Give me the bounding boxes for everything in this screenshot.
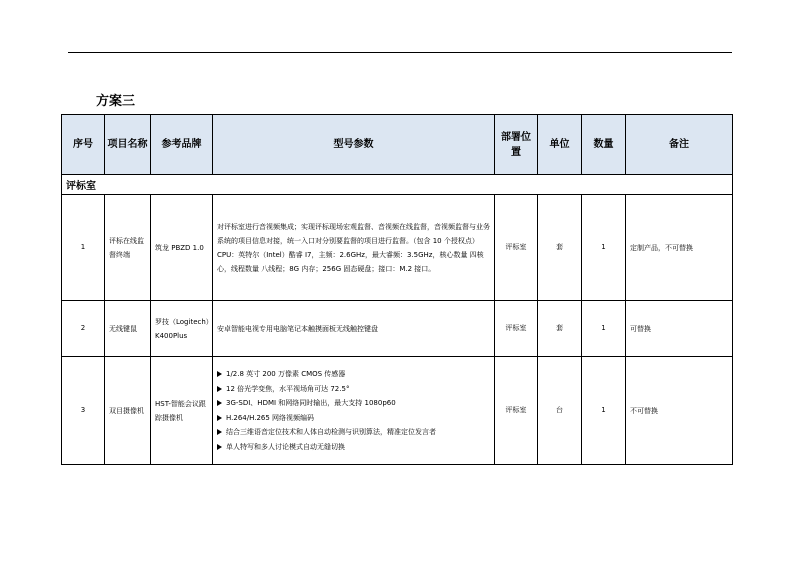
equipment-table: [61, 114, 733, 465]
cell-remark: 不可替换: [626, 357, 733, 465]
spec-bullet-text: 12 倍光学变焦，水平视场角可达 72.5°: [226, 384, 350, 393]
cell-brand: HST-智能会议跟踪摄像机: [151, 357, 213, 465]
cell-qty: 1: [582, 195, 626, 301]
header-remark: 备注: [626, 115, 733, 175]
bullet-arrow-icon: [217, 429, 222, 435]
header-brand: 参考品牌: [151, 115, 213, 175]
bullet-arrow-icon: [217, 400, 222, 406]
cell-remark: 定制产品，不可替换: [626, 195, 733, 301]
cell-name: 评标在线监督终端: [105, 195, 151, 301]
cell-brand: 筑龙 PBZD 1.0: [151, 195, 213, 301]
section-row: [62, 175, 733, 195]
spec-bullet-text: H.264/H.265 网络视频编码: [226, 413, 315, 422]
bullet-arrow-icon: [217, 371, 222, 377]
spec-bullet-item: [217, 411, 490, 426]
header-unit: 单位: [538, 115, 582, 175]
cell-spec: 安卓智能电视专用电脑笔记本触摸面板无线触控键盘: [213, 301, 495, 357]
spec-bullet-text: 单人特写和多人讨论模式自动无缝切换: [226, 442, 345, 451]
cell-spec: 对评标室进行音视频集成；实现评标现场宏观监督、音视频在线监督，音视频监督与业务系统的项目信息对接，统一入口对分别要监督的项目进行监督。（包含 10 个授权点）CPU：英特尔（Intel）酷睿 I7，主频：2.6GHz，最大睿频：3.5GHz，核心数量 四核心，线程数量 八线程；8G 内存；256G 固态硬盘；接口：M.2 接口。: [213, 195, 495, 301]
cell-location: 评标室: [495, 195, 538, 301]
cell-name: 双目摄像机: [105, 357, 151, 465]
spec-bullet-text: 3G-SDI、HDMI 和网络同时输出，最大支持 1080p60: [226, 399, 396, 407]
spec-bullet-item: [217, 367, 490, 382]
header-no: 序号: [62, 115, 105, 175]
cell-qty: 1: [582, 357, 626, 465]
header-name: 项目名称: [105, 115, 151, 175]
spec-bullet-item: [217, 396, 490, 411]
header-location: 部署位置: [495, 115, 538, 175]
section-label: 评标室: [62, 175, 733, 195]
cell-unit: 套: [538, 301, 582, 357]
cell-no: 3: [62, 357, 105, 465]
cell-qty: 1: [582, 301, 626, 357]
cell-spec-list: [213, 357, 495, 465]
cell-unit: 套: [538, 195, 582, 301]
cell-no: 2: [62, 301, 105, 357]
cell-no: 1: [62, 195, 105, 301]
cell-unit: 台: [538, 357, 582, 465]
spec-bullet-list: [217, 367, 490, 454]
table-row: [62, 357, 733, 465]
cell-name: 无线键鼠: [105, 301, 151, 357]
bullet-arrow-icon: [217, 386, 222, 392]
cell-location: 评标室: [495, 357, 538, 465]
spec-bullet-item: [217, 440, 490, 455]
spec-bullet-text: 结合三维语音定位技术和人体自动检测与识别算法，精准定位发言者: [226, 428, 436, 436]
bullet-arrow-icon: [217, 444, 222, 450]
header-qty: 数量: [582, 115, 626, 175]
spec-bullet-text: 1/2.8 英寸 200 万像素 CMOS 传感器: [226, 370, 346, 378]
table-header-row: [62, 115, 733, 175]
cell-location: 评标室: [495, 301, 538, 357]
table-row: [62, 301, 733, 357]
cell-brand: 罗技（Logitech）K400Plus: [151, 301, 213, 357]
header-rule: [68, 52, 732, 53]
bullet-arrow-icon: [217, 415, 222, 421]
spec-bullet-item: [217, 425, 490, 440]
spec-bullet-item: [217, 382, 490, 397]
cell-remark: 可替换: [626, 301, 733, 357]
page-title: 方案三: [96, 94, 136, 109]
table-row: [62, 195, 733, 301]
header-spec: 型号参数: [213, 115, 495, 175]
